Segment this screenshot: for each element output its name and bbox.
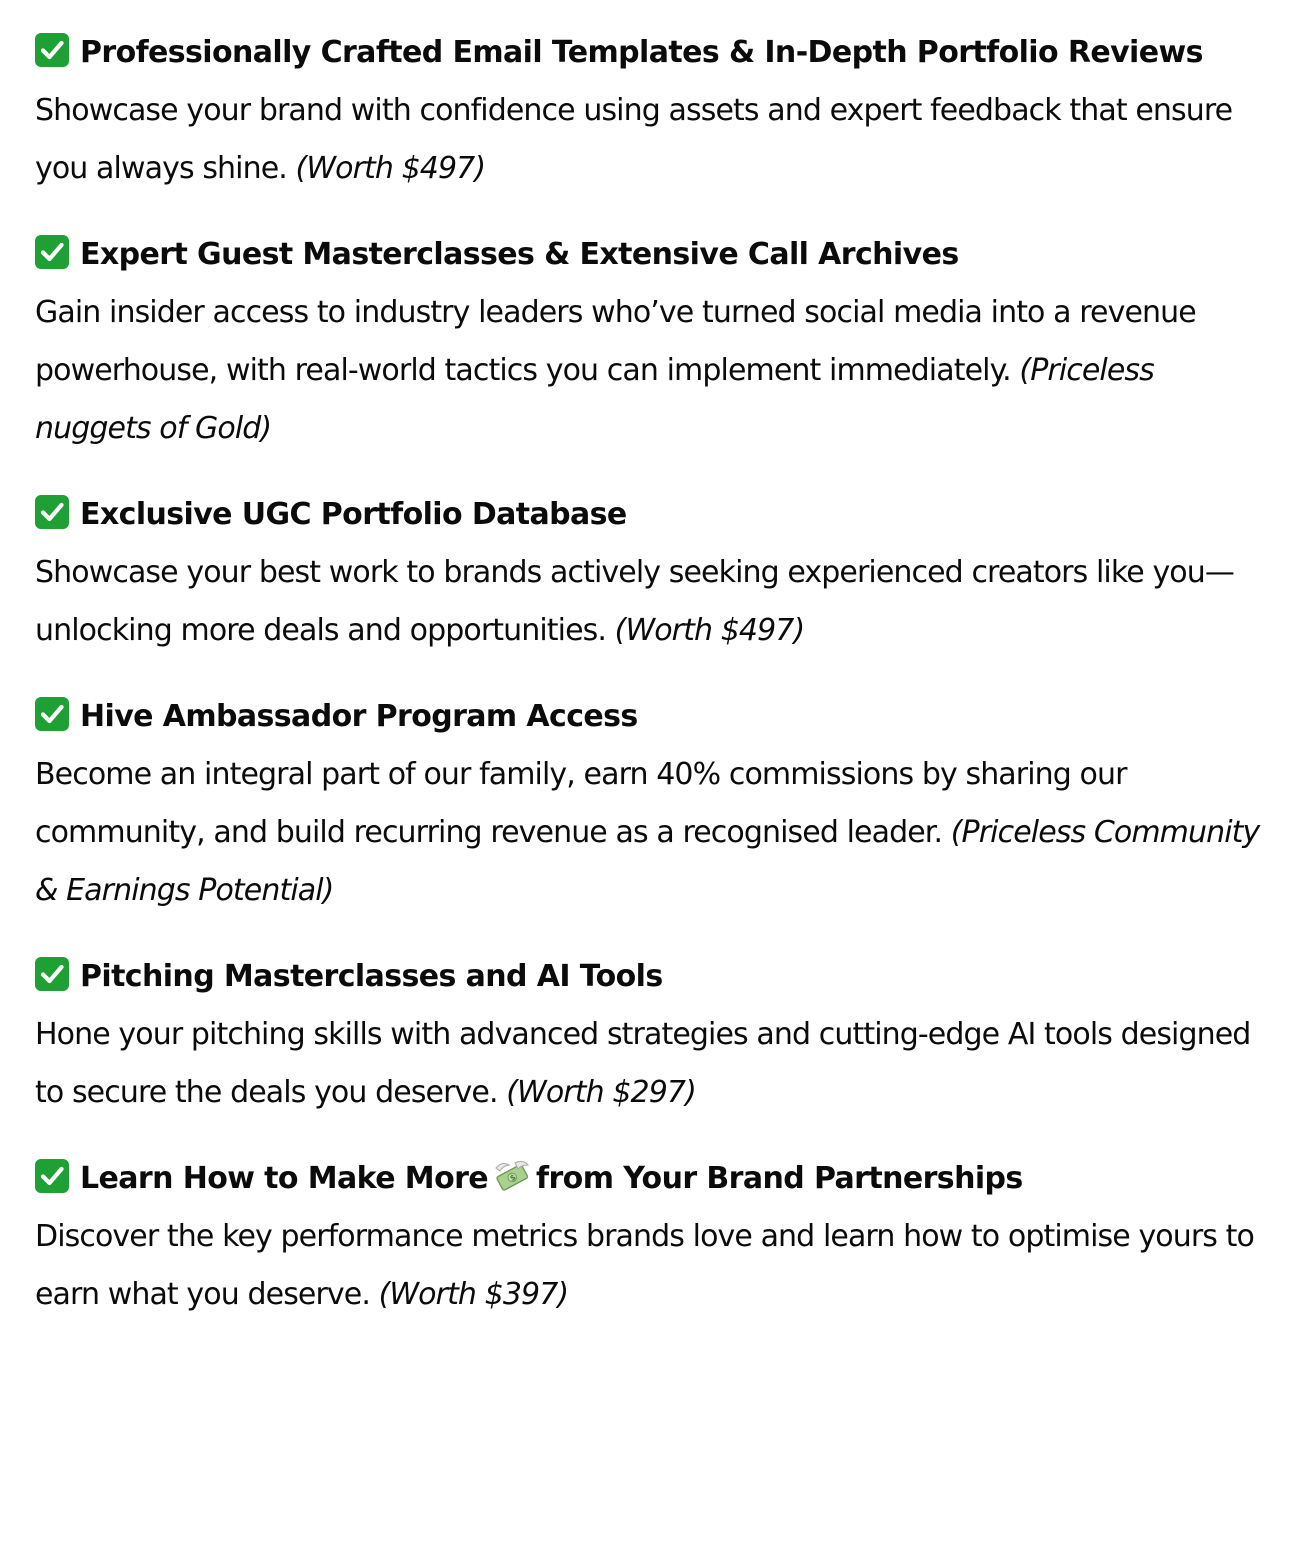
white-check-mark-icon [35,697,69,731]
benefit-item [35,486,1275,660]
benefit-item [35,1150,1275,1324]
benefit-title [35,226,1275,284]
white-check-mark-icon [35,33,69,67]
benefit-title-text: Learn How to Make More [80,1161,489,1196]
benefit-description-text: Hone your pitching skills with advanced strategies and cutting-edge AI tools designed to secure the deals you deserve. [35,1017,1251,1110]
benefit-worth: (Priceless Community & Earnings Potential) [35,815,1260,908]
benefit-description [35,544,1275,660]
benefit-title [35,948,1275,1006]
benefit-description [35,746,1275,920]
benefit-title-text: Pitching Masterclasses and AI Tools [80,959,663,994]
benefit-description [35,82,1275,198]
benefit-description-text: Gain insider access to industry leaders who’ve turned social media into a revenue powerhouse, with real-world tactics you can implement immediately. [35,295,1196,388]
money-with-wings-icon [492,1154,532,1186]
benefit-worth: (Worth $497) [295,151,486,186]
benefit-item [35,688,1275,920]
benefit-description-text: Become an integral part of our family, earn 40% commissions by sharing our community, and build recurring revenue as a recognised leader. [35,757,1127,850]
benefit-title-text: Exclusive UGC Portfolio Database [80,497,627,532]
benefit-title [35,486,1275,544]
benefit-description-text: Showcase your best work to brands actively seeking experienced creators like you—unlocking more deals and opportunities. [35,555,1234,648]
benefit-title [35,24,1275,82]
benefit-worth: (Worth $297) [506,1075,696,1110]
white-check-mark-icon [35,957,69,991]
benefit-description-text: Discover the key performance metrics brands love and learn how to optimise yours to earn what you deserve. [35,1219,1254,1312]
benefit-item [35,948,1275,1122]
benefit-title-text-after-icon: from Your Brand Partnerships [536,1161,1023,1196]
benefit-worth: (Priceless nuggets of Gold) [35,353,1154,446]
benefit-description [35,1006,1275,1122]
benefit-description [35,284,1275,458]
benefit-title-text: Expert Guest Masterclasses & Extensive Call Archives [80,237,959,272]
benefit-description-text: Showcase your brand with confidence using assets and expert feedback that ensure you always shine. [35,93,1233,186]
benefit-title-text: Hive Ambassador Program Access [80,699,638,734]
benefit-title [35,1150,1275,1208]
benefit-worth: (Worth $397) [378,1277,569,1312]
benefit-title-text: Professionally Crafted Email Templates & In-Depth Portfolio Reviews [80,35,1203,70]
benefit-worth: (Worth $497) [614,613,805,648]
white-check-mark-icon [35,1159,69,1193]
benefit-item [35,226,1275,458]
white-check-mark-icon [35,235,69,269]
benefit-title [35,688,1275,746]
svg-text:$: $ [508,1172,517,1184]
benefit-item [35,24,1275,198]
benefits-list [35,24,1275,1352]
benefit-description [35,1208,1275,1324]
white-check-mark-icon [35,495,69,529]
